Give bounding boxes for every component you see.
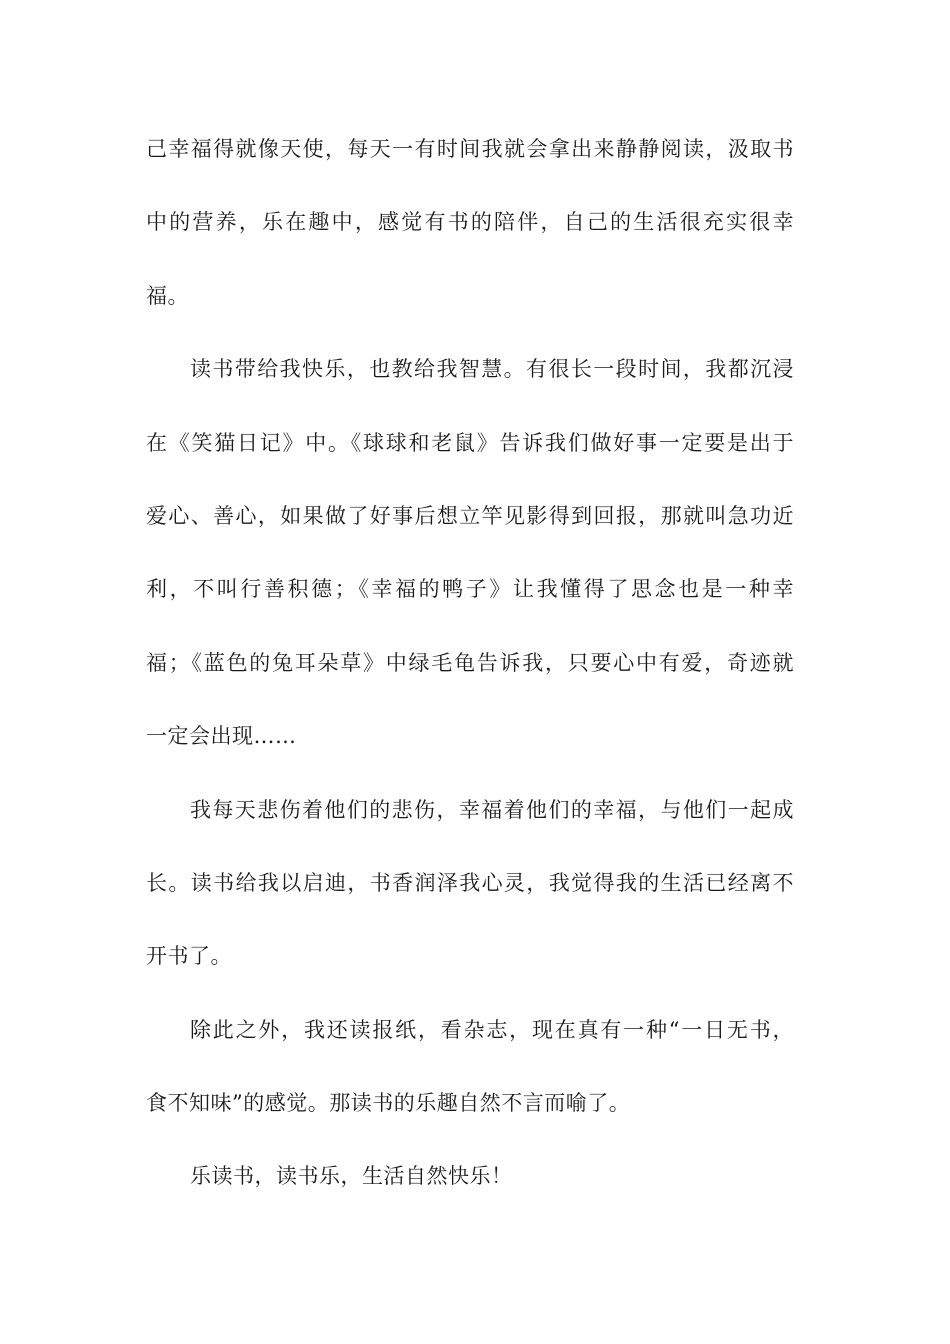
text-line: 我每天悲伤着他们的悲伤，幸福着他们的幸福，与他们一起成 (190, 797, 794, 822)
text-line: 乐读书，读书乐，生活自然快乐！ (190, 1164, 513, 1189)
text-line: 福。 (146, 283, 189, 308)
text-line: 开书了。 (146, 944, 232, 969)
paragraph-3 (146, 789, 794, 1009)
text-line: 在《笑猫日记》中。《球球和老鼠》告诉我们做好事一定要是出于 (146, 430, 794, 455)
paragraph-4 (146, 1009, 794, 1156)
text-line: 己幸福得就像天使，每天一有时间我就会拿出来静静阅读，汲取书 (146, 137, 794, 161)
text-line: 利，不叫行善积德；《幸福的鸭子》让我懂得了思念也是一种幸 (146, 577, 794, 602)
paragraph-1 (146, 128, 794, 348)
text-line: 一定会出现…… (146, 724, 297, 749)
document-body (146, 128, 794, 1229)
text-line: 读书带给我快乐，也教给我智慧。有很长一段时间，我都沉浸 (190, 357, 794, 382)
text-line: 福；《蓝色的兔耳朵草》中绿毛龟告诉我，只要心中有爱，奇迹就 (146, 650, 794, 675)
paragraph-5 (146, 1155, 794, 1228)
text-line: 爱心、善心，如果做了好事后想立竿见影得到回报，那就叫急功近 (146, 503, 794, 528)
text-line: 食不知味”的感觉。那读书的乐趣自然不言而喻了。 (146, 1091, 631, 1116)
paragraph-2 (146, 348, 794, 788)
text-line: 中的营养，乐在趣中，感觉有书的陪伴，自己的生活很充实很幸 (146, 210, 794, 235)
text-line: 长。读书给我以启迪，书香润泽我心灵，我觉得我的生活已经离不 (146, 870, 794, 895)
text-line: 除此之外，我还读报纸，看杂志，现在真有一种“一日无书， (190, 1017, 794, 1042)
